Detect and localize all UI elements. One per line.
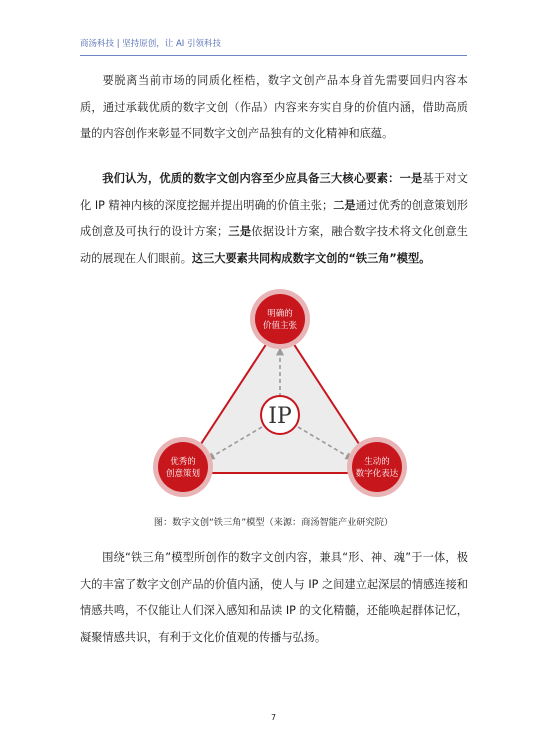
top-node-line1: 明确的: [267, 309, 293, 319]
p2-third-text: 依据设计方案，融合数字技术将文化创意生动的展现在人们眼前。: [80, 225, 468, 265]
top-node: [250, 289, 310, 349]
paragraph-1: [80, 68, 468, 148]
header-text: 商汤科技 | 坚持原创，让 AI 引领科技: [80, 39, 221, 49]
ip-center-node: [261, 396, 299, 434]
left-node: [153, 437, 213, 497]
right-node-line1: 生动的: [364, 457, 390, 467]
figure-caption: 图：数字文创“铁三角”模型（来源：商汤智能产业研究院）: [153, 517, 394, 528]
left-node-line2: 创意策划: [165, 469, 201, 479]
right-node: [347, 437, 407, 497]
paragraph-3: [80, 545, 468, 651]
top-node-line2: 价值主张: [262, 321, 298, 331]
p2-conclusion: 这三大要素共同构成数字文创的“铁三角”模型。: [191, 251, 431, 265]
iron-triangle-diagram: [150, 285, 410, 500]
ip-label: IP: [268, 404, 292, 429]
p2-first-label: 一是: [399, 172, 423, 185]
paragraph-2: [80, 166, 468, 272]
p2-second-text: 通过优秀的创意策划形成创意及可执行的设计方案；: [80, 198, 468, 238]
page-number: 7: [270, 713, 277, 722]
right-node-line2: 数字化表达: [355, 469, 399, 479]
page-header: [80, 37, 467, 56]
paragraph-1-text: 要脱离当前市场的同质化桎梏，数字文创产品本身首先需要回归内容本质，通过承载优质的数字文创（作品）内容来夯实自身的价值内涵，借助高质量的内容创作来彰显不同数字文创产品独有的文化精神和底蕴。: [80, 74, 468, 140]
left-node-line1: 优秀的: [170, 457, 196, 467]
p2-second-label: 二是: [333, 198, 356, 212]
p2-third-label: 三是: [228, 225, 252, 238]
p2-first-text: 基于对文化 IP 精神内核的深度挖掘并提出明确的价值主张；: [80, 172, 468, 212]
paragraph-3-text: 围绕“铁三角”模型所创作的数字文创内容，兼具“形、神、魂”于一体，极大的丰富了数字文创产品的价值内涵，使人与 IP 之间建立起深层的情感连接和情感共鸣，不仅能让人们深入感知和品读 IP 的文化精髓，还能唤起群体记忆，凝聚情感共识，有利于文化价值观的传播与弘扬。: [80, 551, 468, 644]
p2-intro: 我们认为，优质的数字文创内容至少应具备三大核心要素：: [102, 172, 400, 185]
